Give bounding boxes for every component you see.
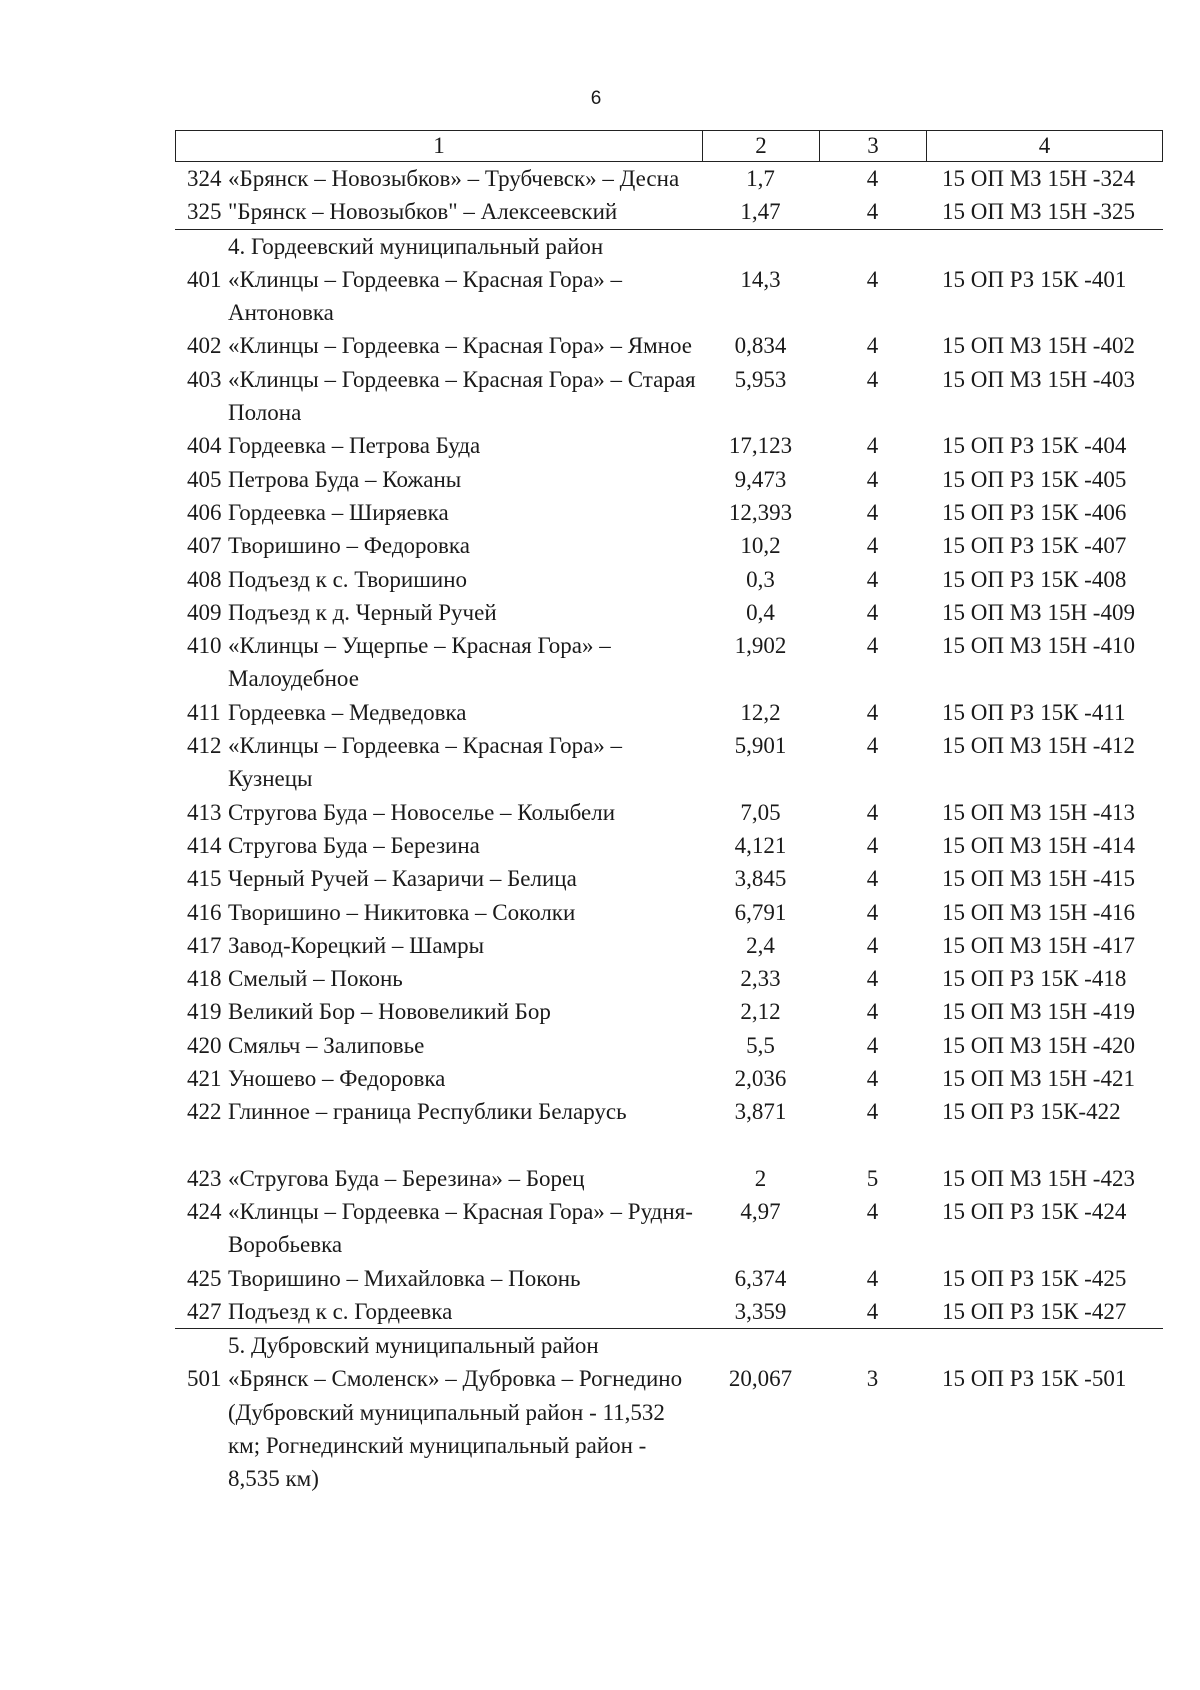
table-row xyxy=(175,1362,1163,1495)
rows-group-c xyxy=(175,1362,1163,1495)
road-length: 20,067 xyxy=(728,1366,793,1392)
road-length: 4,121 xyxy=(734,832,787,858)
road-name: Гордеевка – Ширяевка xyxy=(228,499,449,525)
road-name: Смелый – Поконь xyxy=(228,966,403,992)
table-row xyxy=(175,429,1163,462)
road-name: «Брянск – Новозыбков» – Трубчевск» – Десна xyxy=(228,166,680,191)
row-number: 401 xyxy=(187,266,222,292)
road-name: Завод-Корецкий – Шамры xyxy=(228,932,485,958)
header-col-2: 2 xyxy=(703,131,820,161)
table-row xyxy=(175,1029,1163,1062)
road-category: 4 xyxy=(866,599,879,625)
road-category: 4 xyxy=(866,266,879,292)
road-code: 15 ОП РЗ 15К -401 xyxy=(942,266,1127,292)
road-code: 15 ОП МЗ 15Н -402 xyxy=(942,333,1135,359)
road-length: 3,359 xyxy=(734,1298,787,1324)
road-code: 15 ОП РЗ 15К -405 xyxy=(942,466,1127,492)
road-code: 15 ОП РЗ 15К -424 xyxy=(942,1198,1127,1224)
row-number: 325 xyxy=(187,199,222,225)
road-length: 14,3 xyxy=(740,266,781,292)
road-code: 15 ОП РЗ 15К-422 xyxy=(942,1099,1121,1125)
row-number: 406 xyxy=(187,499,222,525)
road-code: 15 ОП РЗ 15К -407 xyxy=(942,533,1127,559)
page-number: 6 xyxy=(590,88,602,109)
road-length: 1,7 xyxy=(746,166,775,191)
road-name: Великий Бор – Нововеликий Бор xyxy=(228,999,551,1025)
road-code: 15 ОП МЗ 15Н -417 xyxy=(942,932,1135,958)
road-length: 5,901 xyxy=(734,733,787,759)
row-number: 427 xyxy=(187,1298,222,1324)
row-number: 501 xyxy=(187,1366,222,1392)
road-code: 15 ОП РЗ 15К -418 xyxy=(942,966,1127,992)
road-length: 0,3 xyxy=(746,566,775,592)
road-name: Подъезд к с. Творишино xyxy=(228,566,468,592)
road-category: 4 xyxy=(866,433,879,459)
road-length: 10,2 xyxy=(740,533,781,559)
road-length: 12,393 xyxy=(728,499,793,525)
road-code: 15 ОП РЗ 15К -408 xyxy=(942,566,1127,592)
road-category: 4 xyxy=(866,966,879,992)
road-category: 4 xyxy=(866,999,879,1025)
road-category: 4 xyxy=(866,1099,879,1125)
road-length: 2,33 xyxy=(740,966,781,992)
road-name: Уношево – Федоровка xyxy=(228,1066,446,1092)
row-number: 422 xyxy=(187,1099,222,1125)
table-row xyxy=(175,1195,1163,1262)
header-col-4: 4 xyxy=(1038,133,1051,158)
row-number: 415 xyxy=(187,866,222,892)
road-length: 6,374 xyxy=(734,1265,787,1291)
road-length: 2,036 xyxy=(734,1066,787,1092)
road-length: 2 xyxy=(754,1165,767,1191)
row-number: 407 xyxy=(187,533,222,559)
header-col-3: 3 xyxy=(820,131,927,161)
road-name: Петрова Буда – Кожаны xyxy=(228,466,462,492)
road-length: 12,2 xyxy=(740,699,781,725)
table-row xyxy=(175,729,1163,796)
road-category: 4 xyxy=(866,699,879,725)
roads-table xyxy=(175,130,1163,1496)
road-category: 4 xyxy=(866,566,879,592)
road-length: 6,791 xyxy=(734,899,787,925)
road-length: 2,12 xyxy=(740,999,781,1025)
road-name: Творишино – Никитовка – Соколки xyxy=(228,899,576,925)
table-row xyxy=(175,796,1163,829)
road-code: 15 ОП МЗ 15Н -403 xyxy=(942,366,1135,392)
road-length: 9,473 xyxy=(734,466,787,492)
row-number: 423 xyxy=(187,1165,222,1191)
road-length: 1,902 xyxy=(734,633,787,659)
table-row xyxy=(175,629,1163,696)
road-code: 15 ОП МЗ 15Н -423 xyxy=(942,1165,1135,1191)
road-name: «Клинцы – Гордеевка – Красная Гора» – Рудня-Воробьевка xyxy=(228,1198,693,1258)
road-length: 17,123 xyxy=(728,433,793,459)
road-name: Стругова Буда – Березина xyxy=(228,832,480,858)
road-code: 15 ОП РЗ 15К -501 xyxy=(942,1366,1127,1392)
table-row xyxy=(175,696,1163,729)
row-number: 405 xyxy=(187,466,222,492)
road-code: 15 ОП РЗ 15К -427 xyxy=(942,1298,1127,1324)
road-length: 3,845 xyxy=(734,866,787,892)
road-category: 4 xyxy=(866,866,879,892)
road-category: 4 xyxy=(866,166,879,191)
section-heading-row xyxy=(175,230,1163,263)
road-length: 2,4 xyxy=(746,932,775,958)
road-length: 5,5 xyxy=(746,1032,775,1058)
road-length: 3,871 xyxy=(734,1099,787,1125)
table-row xyxy=(175,929,1163,962)
road-code: 15 ОП МЗ 15Н -414 xyxy=(942,832,1135,858)
table-row xyxy=(175,195,1163,228)
table-row xyxy=(175,329,1163,362)
table-row xyxy=(175,596,1163,629)
table-row xyxy=(175,1062,1163,1095)
road-name: Подъезд к д. Черный Ручей xyxy=(228,599,497,625)
table-row xyxy=(175,829,1163,862)
road-code: 15 ОП МЗ 15Н -409 xyxy=(942,599,1135,625)
road-category: 5 xyxy=(866,1165,879,1191)
road-category: 4 xyxy=(866,1198,879,1224)
row-number: 413 xyxy=(187,799,222,825)
table-row xyxy=(175,1262,1163,1295)
row-number: 412 xyxy=(187,733,222,759)
table-row xyxy=(175,1162,1163,1195)
road-code: 15 ОП МЗ 15Н -420 xyxy=(942,1032,1135,1058)
table-row xyxy=(175,862,1163,895)
road-code: 15 ОП МЗ 15Н -410 xyxy=(942,633,1135,659)
road-name: Гордеевка – Медведовка xyxy=(228,699,467,725)
road-category: 4 xyxy=(866,366,879,392)
road-name: «Клинцы – Гордеевка – Красная Гора» – Антоновка xyxy=(228,266,623,326)
road-category: 4 xyxy=(866,899,879,925)
row-number: 418 xyxy=(187,966,222,992)
road-name: Творишино – Федоровка xyxy=(228,533,470,559)
road-code: 15 ОП МЗ 15Н -416 xyxy=(942,899,1135,925)
row-number: 404 xyxy=(187,433,222,459)
road-category: 3 xyxy=(866,1366,879,1392)
road-name: «Клинцы – Гордеевка – Красная Гора» – Старая Полона xyxy=(228,366,696,426)
row-number: 408 xyxy=(187,566,222,592)
road-code: 15 ОП РЗ 15К -406 xyxy=(942,499,1127,525)
road-name: Глинное – граница Республики Беларусь xyxy=(228,1099,627,1125)
road-name: Подъезд к с. Гордеевка xyxy=(228,1298,453,1324)
road-length: 1,47 xyxy=(740,199,781,225)
road-name: «Брянск – Смоленск» – Дубровка – Рогнедино (Дубровский муниципальный район - 11,532 км; Рогнединский муниципальный район - 8,535 км) xyxy=(228,1366,683,1492)
table-row xyxy=(175,529,1163,562)
road-length: 0,834 xyxy=(734,333,787,359)
road-category: 4 xyxy=(866,932,879,958)
road-code: 15 ОП РЗ 15К -425 xyxy=(942,1265,1127,1291)
row-number: 324 xyxy=(187,166,222,191)
section-heading-row xyxy=(175,1329,1163,1362)
road-length: 7,05 xyxy=(740,799,781,825)
row-number: 410 xyxy=(187,633,222,659)
road-category: 4 xyxy=(866,333,879,359)
table-row xyxy=(175,962,1163,995)
road-code: 15 ОП МЗ 15Н -324 xyxy=(942,166,1135,191)
table-row xyxy=(175,1095,1163,1128)
section-heading: 4. Гордеевский муниципальный район xyxy=(228,233,604,259)
road-name: «Клинцы – Ущерпье – Красная Гора» – Малоудебное xyxy=(228,633,611,692)
road-category: 4 xyxy=(866,533,879,559)
header-col-1: 1 xyxy=(176,131,703,161)
road-category: 4 xyxy=(866,499,879,525)
row-number: 416 xyxy=(187,899,222,925)
road-category: 4 xyxy=(866,1032,879,1058)
row-number: 414 xyxy=(187,832,222,858)
section-heading: 5. Дубровский муниципальный район xyxy=(228,1333,599,1359)
road-name: «Стругова Буда – Березина» – Борец xyxy=(228,1165,585,1191)
road-name: «Клинцы – Гордеевка – Красная Гора» – Ямное xyxy=(228,333,692,359)
row-number: 425 xyxy=(187,1265,222,1291)
table-row xyxy=(175,263,1163,330)
row-number: 419 xyxy=(187,999,222,1025)
road-name: Стругова Буда – Новоселье – Колыбели xyxy=(228,799,616,825)
row-number: 417 xyxy=(187,932,222,958)
road-code: 15 ОП МЗ 15Н -412 xyxy=(942,733,1135,759)
road-category: 4 xyxy=(866,633,879,659)
road-code: 15 ОП РЗ 15К -404 xyxy=(942,433,1127,459)
road-name: «Клинцы – Гордеевка – Красная Гора» – Кузнецы xyxy=(228,733,623,792)
road-name: Гордеевка – Петрова Буда xyxy=(228,433,481,459)
road-length: 0,4 xyxy=(746,599,775,625)
rows-group-a xyxy=(175,162,1163,229)
row-number: 411 xyxy=(187,699,221,725)
road-code: 15 ОП РЗ 15К -411 xyxy=(942,699,1126,725)
road-category: 4 xyxy=(866,1265,879,1291)
road-code: 15 ОП МЗ 15Н -419 xyxy=(942,999,1135,1025)
road-length: 5,953 xyxy=(734,366,787,392)
road-category: 4 xyxy=(866,799,879,825)
road-name: "Брянск – Новозыбков" – Алексеевский xyxy=(228,199,618,225)
road-code: 15 ОП МЗ 15Н -415 xyxy=(942,866,1135,892)
table-row xyxy=(175,896,1163,929)
road-category: 4 xyxy=(866,832,879,858)
table-row xyxy=(175,995,1163,1028)
table-row xyxy=(175,496,1163,529)
road-category: 4 xyxy=(866,1298,879,1324)
row-number: 403 xyxy=(187,366,222,392)
table-row xyxy=(175,463,1163,496)
road-category: 4 xyxy=(866,466,879,492)
road-category: 4 xyxy=(866,733,879,759)
row-number: 421 xyxy=(187,1066,222,1092)
table-row xyxy=(175,363,1163,430)
table-header xyxy=(175,130,1163,162)
road-length: 4,97 xyxy=(740,1198,781,1224)
row-number: 402 xyxy=(187,333,222,359)
road-name: Смяльч – Залиповье xyxy=(228,1032,425,1058)
road-code: 15 ОП МЗ 15Н -413 xyxy=(942,799,1135,825)
road-code: 15 ОП МЗ 15Н -421 xyxy=(942,1066,1135,1092)
spacer xyxy=(175,1129,1163,1162)
road-category: 4 xyxy=(866,1066,879,1092)
road-name: Творишино – Михайловка – Поконь xyxy=(228,1265,581,1291)
table-row xyxy=(175,162,1163,195)
row-number: 409 xyxy=(187,599,222,625)
road-code: 15 ОП МЗ 15Н -325 xyxy=(942,199,1135,225)
table-row xyxy=(175,563,1163,596)
row-number: 420 xyxy=(187,1032,222,1058)
table-row xyxy=(175,1295,1163,1328)
rows-group-b xyxy=(175,263,1163,1328)
road-category: 4 xyxy=(866,199,879,225)
row-number: 424 xyxy=(187,1198,222,1224)
road-name: Черный Ручей – Казаричи – Белица xyxy=(228,866,577,892)
